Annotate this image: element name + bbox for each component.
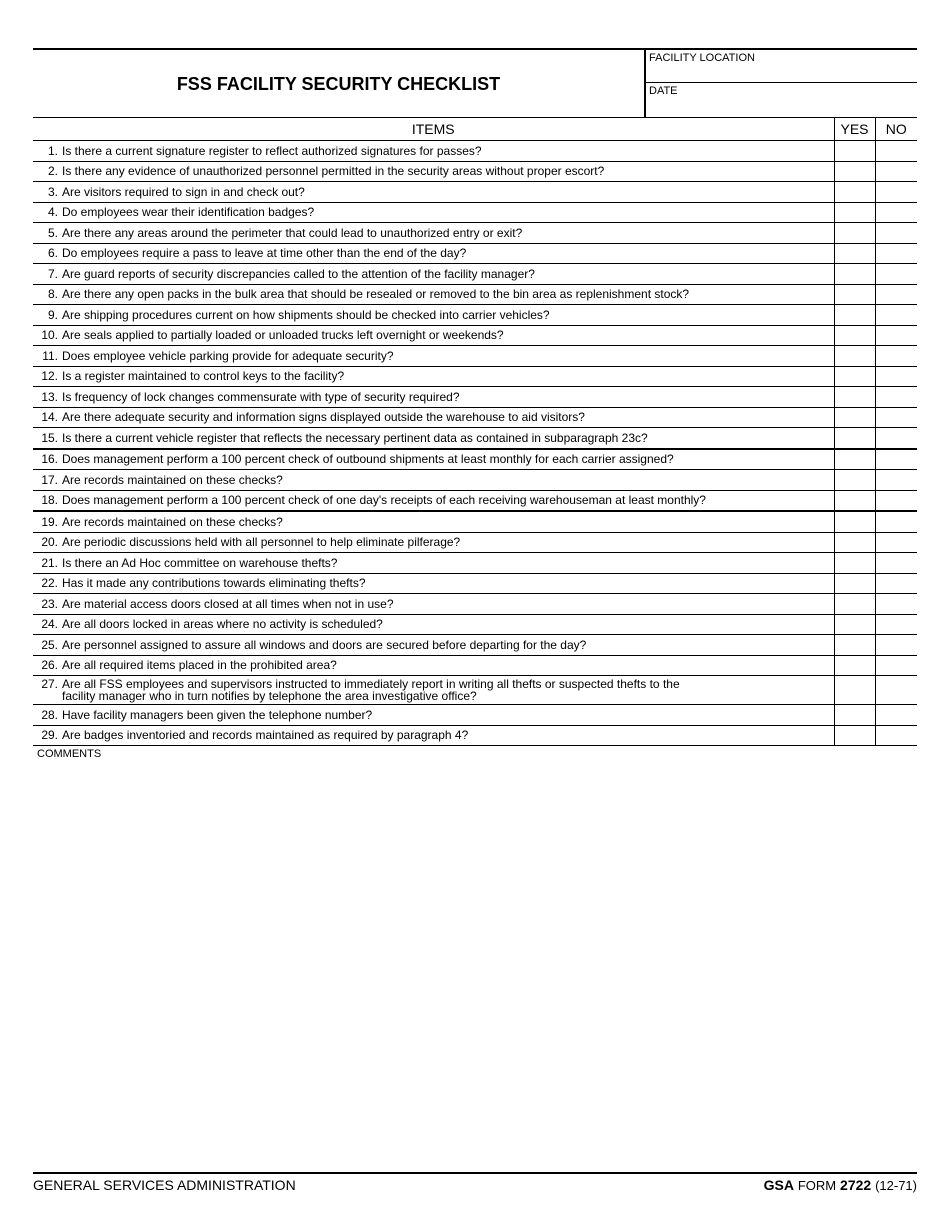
yes-checkbox-cell[interactable]	[834, 635, 875, 656]
checklist-item	[33, 725, 834, 746]
item-question-line: Are all doors locked in areas where no activity is scheduled?	[62, 617, 383, 632]
item-question	[62, 165, 834, 177]
item-question	[62, 370, 834, 382]
item-number: 26.	[41, 658, 58, 673]
date-field[interactable]: DATE	[649, 85, 678, 97]
item-question-line: Does management perform a 100 percent check of one day's receipts of each receiving warehouseman at least monthly?	[62, 493, 706, 508]
checklist-form	[33, 48, 917, 762]
no-checkbox-cell[interactable]	[875, 325, 917, 346]
item-number: 9.	[47, 307, 58, 322]
no-checkbox-cell[interactable]	[875, 223, 917, 244]
checklist-item	[33, 449, 834, 470]
checklist-item	[33, 366, 834, 387]
item-question-line: Have facility managers been given the telephone number?	[62, 707, 373, 722]
no-checkbox-cell[interactable]	[875, 161, 917, 182]
checklist-row	[33, 407, 917, 428]
yes-checkbox-cell[interactable]	[834, 725, 875, 746]
no-header: NO	[875, 118, 917, 141]
item-question-line: Are all required items placed in the prohibited area?	[62, 658, 337, 673]
no-checkbox-cell[interactable]	[875, 141, 917, 162]
item-question-line: Are records maintained on these checks?	[62, 514, 283, 529]
item-number: 5.	[47, 225, 58, 240]
item-number: 16.	[41, 452, 58, 467]
checklist-row	[33, 243, 917, 264]
no-checkbox-cell[interactable]	[875, 725, 917, 746]
item-question-line: Is there a current vehicle register that reflects the necessary pertinent data as contained in subparagraph 23c?	[62, 430, 648, 445]
checklist-row	[33, 470, 917, 491]
comments-label: COMMENTS	[37, 748, 102, 760]
item-question-line: Is there a current signature register to reflect authorized signatures for passes?	[62, 143, 482, 158]
no-checkbox-cell[interactable]	[875, 470, 917, 491]
item-number: 4.	[47, 205, 58, 220]
checklist-item	[33, 470, 834, 491]
item-question-line: Are records maintained on these checks?	[62, 472, 283, 487]
item-question	[62, 329, 834, 341]
item-question-line: Are periodic discussions held with all personnel to help eliminate pilferage?	[62, 535, 461, 550]
no-checkbox-cell[interactable]	[875, 182, 917, 203]
item-question-line: Are all FSS employees and supervisors instructed to immediately report in writing all thefts or suspected thefts to the	[62, 677, 680, 691]
checklist-item	[33, 428, 834, 449]
yes-checkbox-cell[interactable]	[834, 223, 875, 244]
yes-checkbox-cell[interactable]	[834, 264, 875, 285]
checklist-item	[33, 325, 834, 346]
no-checkbox-cell[interactable]	[875, 532, 917, 553]
checklist-row	[33, 161, 917, 182]
no-checkbox-cell[interactable]	[875, 635, 917, 656]
item-question	[62, 309, 834, 321]
item-number: 11.	[42, 348, 58, 363]
yes-checkbox-cell[interactable]	[834, 470, 875, 491]
item-number: 23.	[41, 596, 58, 611]
no-checkbox-cell[interactable]	[875, 490, 917, 511]
no-checkbox-cell[interactable]	[875, 387, 917, 408]
yes-checkbox-cell[interactable]	[834, 161, 875, 182]
form-header	[33, 48, 917, 118]
yes-checkbox-cell[interactable]	[834, 325, 875, 346]
item-number: 29.	[41, 728, 58, 743]
checklist-item	[33, 511, 834, 532]
no-checkbox-cell[interactable]	[875, 284, 917, 305]
item-question	[62, 247, 834, 259]
checklist-row	[33, 614, 917, 635]
item-question-line: Is there any evidence of unauthorized personnel permitted in the security areas without proper escort?	[62, 164, 605, 179]
checklist-item	[33, 387, 834, 408]
item-number: 13.	[41, 389, 58, 404]
yes-checkbox-cell[interactable]	[834, 407, 875, 428]
item-question	[62, 557, 834, 569]
item-question-line: facility manager who in turn notifies by telephone the area investigative office?	[62, 689, 477, 703]
checklist-row	[33, 366, 917, 387]
item-question	[62, 288, 834, 300]
checklist-row	[33, 141, 917, 162]
no-checkbox-cell[interactable]	[875, 655, 917, 676]
checklist-item	[33, 532, 834, 553]
yes-checkbox-cell[interactable]	[834, 573, 875, 594]
item-question-line: Has it made any contributions towards eliminating thefts?	[62, 576, 366, 591]
no-checkbox-cell[interactable]	[875, 346, 917, 367]
item-question-line: Do employees wear their identification badges?	[62, 205, 315, 220]
yes-checkbox-cell[interactable]	[834, 387, 875, 408]
yes-checkbox-cell[interactable]	[834, 532, 875, 553]
item-question-line: Is there an Ad Hoc committee on warehouse thefts?	[62, 555, 338, 570]
checklist-item	[33, 223, 834, 244]
no-checkbox-cell[interactable]	[875, 511, 917, 532]
form-title: FSS FACILITY SECURITY CHECKLIST	[176, 74, 501, 94]
checklist-item	[33, 676, 834, 705]
item-number: 15.	[41, 430, 58, 445]
checklist-row	[33, 202, 917, 223]
form-number: 2722	[840, 1177, 872, 1193]
yes-checkbox-cell[interactable]	[834, 284, 875, 305]
checklist-row	[33, 676, 917, 705]
item-number: 14.	[41, 410, 58, 425]
checklist-item	[33, 635, 834, 656]
item-question	[62, 145, 834, 157]
yes-checkbox-cell[interactable]	[834, 449, 875, 470]
item-question	[62, 227, 834, 239]
checklist-row	[33, 725, 917, 746]
item-question	[62, 536, 834, 548]
item-number: 10.	[41, 328, 58, 343]
item-question	[62, 391, 834, 403]
yes-checkbox-cell[interactable]	[834, 490, 875, 511]
item-question-line: Do employees require a pass to leave at time other than the end of the day?	[62, 246, 467, 261]
item-question-line: Are there any areas around the perimeter that could lead to unauthorized entry or exit?	[62, 225, 523, 240]
yes-checkbox-cell[interactable]	[834, 705, 875, 726]
checklist-item	[33, 161, 834, 182]
item-question	[62, 206, 834, 218]
item-question	[62, 453, 834, 465]
item-question-line: Does employee vehicle parking provide for adequate security?	[62, 348, 394, 363]
item-question-line: Are shipping procedures current on how shipments should be checked into carrier vehicles?	[62, 307, 550, 322]
item-question-line: Are badges inventoried and records maintained as required by paragraph 4?	[62, 728, 469, 743]
item-number: 18.	[41, 493, 58, 508]
yes-checkbox-cell[interactable]	[834, 676, 875, 705]
checklist-item	[33, 284, 834, 305]
item-question	[62, 494, 834, 506]
form-prefix: GSA	[763, 1177, 794, 1193]
item-question-line: Are guard reports of security discrepancies called to the attention of the facility manager?	[62, 266, 535, 281]
item-question-line: Are there any open packs in the bulk area that should be resealed or removed to the bin area as replenishment stock?	[62, 287, 690, 302]
item-question	[62, 678, 834, 702]
checklist-item	[33, 705, 834, 726]
yes-checkbox-cell[interactable]	[834, 202, 875, 223]
item-question-line: Is frequency of lock changes commensurate with type of security required?	[62, 389, 460, 404]
item-question	[62, 186, 834, 198]
checklist-row	[33, 387, 917, 408]
item-number: 20.	[41, 535, 58, 550]
form-footer	[33, 1172, 917, 1193]
no-checkbox-cell[interactable]	[875, 366, 917, 387]
no-checkbox-cell[interactable]	[875, 264, 917, 285]
form-id	[764, 1177, 917, 1193]
no-checkbox-cell[interactable]	[875, 676, 917, 705]
item-question	[62, 350, 834, 362]
item-question	[62, 709, 834, 721]
yes-checkbox-cell[interactable]	[834, 305, 875, 326]
no-checkbox-cell[interactable]	[875, 705, 917, 726]
checklist-item	[33, 346, 834, 367]
no-checkbox-cell[interactable]	[875, 202, 917, 223]
yes-checkbox-cell[interactable]	[834, 428, 875, 449]
items-header: ITEMS	[33, 118, 834, 141]
item-question-line: Does management perform a 100 percent check of outbound shipments at least monthly for each carrier assigned?	[62, 452, 674, 467]
item-question	[62, 516, 834, 528]
item-question-line: Are there adequate security and information signs displayed outside the warehouse to aid visitors?	[62, 410, 585, 425]
checklist-row	[33, 264, 917, 285]
item-number: 24.	[41, 617, 58, 632]
yes-checkbox-cell[interactable]	[834, 346, 875, 367]
checklist-row	[33, 655, 917, 676]
checklist-item	[33, 141, 834, 162]
item-number: 3.	[47, 184, 58, 199]
checklist-item	[33, 553, 834, 574]
checklist-item	[33, 490, 834, 511]
checklist-item	[33, 202, 834, 223]
item-question	[62, 618, 834, 630]
checklist-row	[33, 325, 917, 346]
facility-location-field[interactable]: FACILITY LOCATION	[646, 50, 917, 83]
item-question	[62, 639, 834, 651]
no-checkbox-cell[interactable]	[875, 614, 917, 635]
checklist-row	[33, 449, 917, 470]
checklist-row	[33, 532, 917, 553]
checklist-item	[33, 614, 834, 635]
yes-checkbox-cell[interactable]	[834, 366, 875, 387]
checklist-row	[33, 305, 917, 326]
yes-checkbox-cell[interactable]	[834, 182, 875, 203]
checklist-item	[33, 305, 834, 326]
checklist-row	[33, 490, 917, 511]
checklist-item	[33, 407, 834, 428]
checklist-row	[33, 553, 917, 574]
yes-checkbox-cell[interactable]	[834, 594, 875, 615]
item-number: 27.	[41, 677, 58, 691]
item-question-line: Is a register maintained to control keys to the facility?	[62, 369, 345, 384]
item-question	[62, 598, 834, 610]
checklist-row	[33, 182, 917, 203]
item-number: 19.	[41, 514, 58, 529]
item-question	[62, 411, 834, 423]
agency-name: GENERAL SERVICES ADMINISTRATION	[33, 1177, 296, 1193]
no-checkbox-cell[interactable]	[875, 243, 917, 264]
item-question	[62, 577, 834, 589]
item-number: 28.	[41, 707, 58, 722]
checklist-item	[33, 573, 834, 594]
yes-checkbox-cell[interactable]	[834, 614, 875, 635]
table-header-row	[33, 118, 917, 141]
item-number: 7.	[47, 266, 58, 281]
yes-checkbox-cell[interactable]	[834, 511, 875, 532]
checklist-item	[33, 264, 834, 285]
yes-checkbox-cell[interactable]	[834, 243, 875, 264]
checklist-row	[33, 573, 917, 594]
checklist-table	[33, 118, 917, 746]
form-date: (12-71)	[875, 1178, 917, 1193]
yes-checkbox-cell[interactable]	[834, 141, 875, 162]
item-number: 8.	[47, 287, 58, 302]
item-number: 2.	[47, 164, 58, 179]
item-question-line: Are seals applied to partially loaded or unloaded trucks left overnight or weekends?	[62, 328, 504, 343]
item-question	[62, 474, 834, 486]
item-number: 1.	[47, 143, 58, 158]
no-checkbox-cell[interactable]	[875, 573, 917, 594]
item-number: 21.	[41, 555, 58, 570]
no-checkbox-cell[interactable]	[875, 407, 917, 428]
checklist-row	[33, 635, 917, 656]
yes-checkbox-cell[interactable]	[834, 655, 875, 676]
item-question	[62, 432, 834, 444]
item-question-line: Are material access doors closed at all times when not in use?	[62, 596, 394, 611]
no-checkbox-cell[interactable]	[875, 553, 917, 574]
checklist-row	[33, 284, 917, 305]
item-number: 6.	[47, 246, 58, 261]
checklist-item	[33, 655, 834, 676]
header-info	[644, 50, 917, 117]
yes-header: YES	[834, 118, 875, 141]
item-question-line: Are personnel assigned to assure all windows and doors are secured before departing for the day?	[62, 637, 587, 652]
checklist-row	[33, 594, 917, 615]
item-question	[62, 268, 834, 280]
form-word: FORM	[797, 1178, 837, 1193]
item-number: 12.	[41, 369, 58, 384]
checklist-item	[33, 594, 834, 615]
no-checkbox-cell[interactable]	[875, 305, 917, 326]
item-number: 22.	[41, 576, 58, 591]
no-checkbox-cell[interactable]	[875, 449, 917, 470]
no-checkbox-cell[interactable]	[875, 594, 917, 615]
item-question	[62, 729, 834, 741]
item-number: 25.	[41, 637, 58, 652]
checklist-item	[33, 182, 834, 203]
checklist-row	[33, 346, 917, 367]
checklist-row	[33, 223, 917, 244]
checklist-row	[33, 705, 917, 726]
no-checkbox-cell[interactable]	[875, 428, 917, 449]
yes-checkbox-cell[interactable]	[834, 553, 875, 574]
item-question-line: Are visitors required to sign in and check out?	[62, 184, 305, 199]
checklist-row	[33, 511, 917, 532]
item-question	[62, 659, 834, 671]
checklist-item	[33, 243, 834, 264]
checklist-row	[33, 428, 917, 449]
item-number: 17.	[41, 472, 58, 487]
